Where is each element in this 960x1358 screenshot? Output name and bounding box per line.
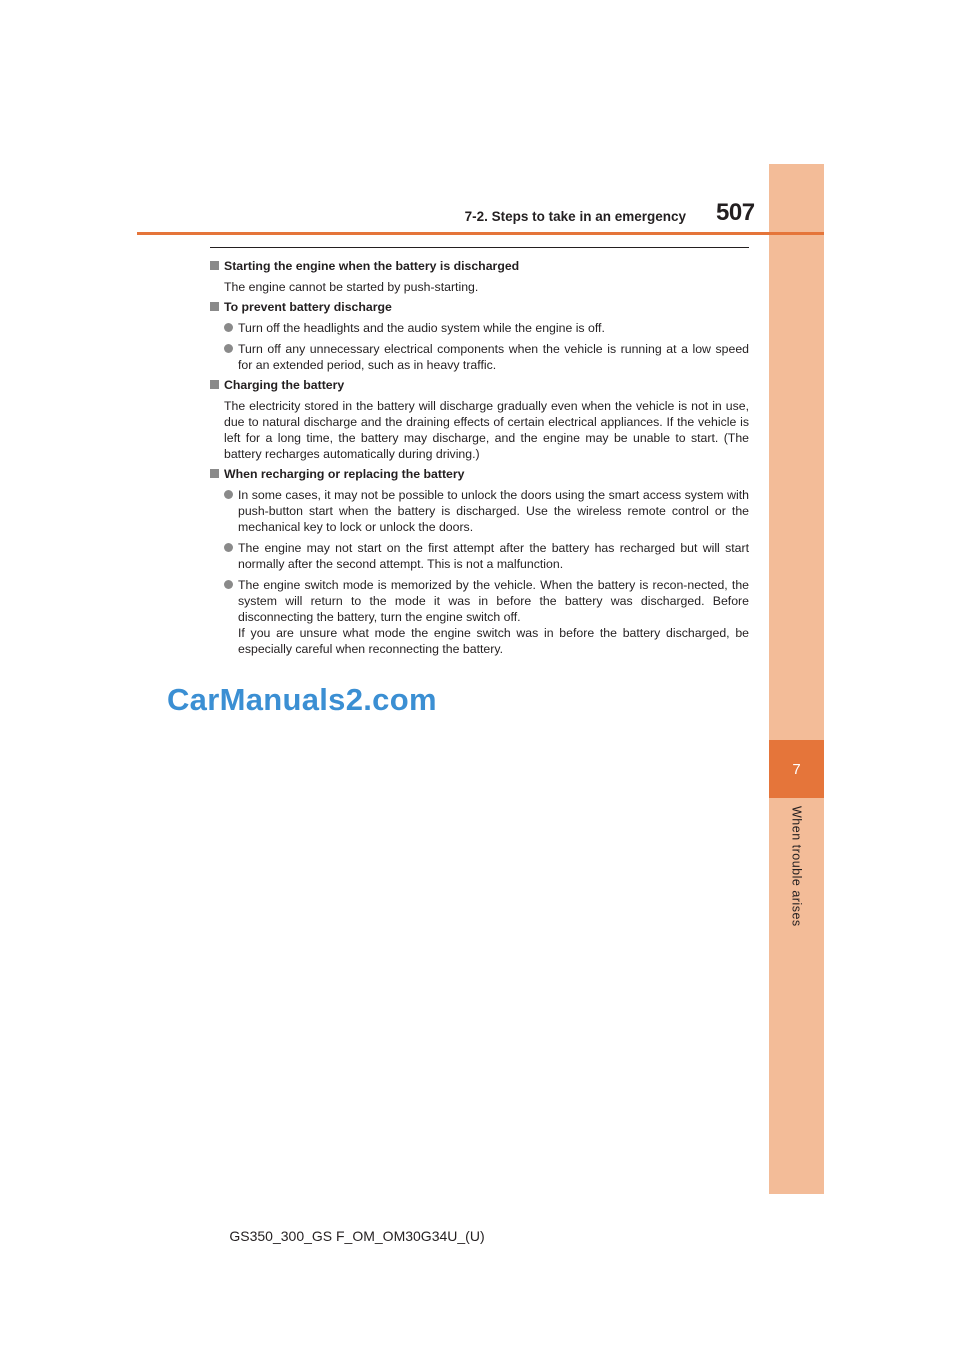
- page-number: 507: [716, 199, 755, 226]
- bullet-item: [224, 577, 749, 657]
- content-body: [210, 258, 749, 657]
- circle-bullet-icon: [224, 490, 233, 499]
- bullet-item: [224, 341, 749, 373]
- circle-bullet-icon: [224, 344, 233, 353]
- heading-text: Charging the battery: [224, 378, 345, 392]
- section-title: 7-2. Steps to take in an emergency: [464, 209, 686, 224]
- section-heading: [210, 299, 749, 315]
- square-bullet-icon: [210, 261, 219, 270]
- bullet-text: The engine switch mode is memorized by the vehicle. When the battery is recon-nected, the system will return to the mode it was in before the battery was discharged. Before disconnecting the battery, turn the engine switch off. If you are unsure what mode the engine switch was in before the battery discharged, be especially careful when reconnecting the battery.: [238, 578, 749, 656]
- circle-bullet-icon: [224, 580, 233, 589]
- heading-text: When recharging or replacing the battery: [224, 467, 465, 481]
- bullet-text: Turn off any unnecessary electrical components when the vehicle is running at a low speed for an extended period, such as in heavy traffic.: [238, 342, 749, 372]
- bullet-item: [224, 540, 749, 572]
- paragraph: The electricity stored in the battery will discharge gradually even when the vehicle is not in use, due to natural discharge and the draining effects of certain electrical appliances. If the vehicle is left for a long time, the battery may discharge, and the engine may be unable to start. (The battery recharges automatically during driving.): [224, 399, 749, 461]
- bullet-text: The engine may not start on the first attempt after the battery has recharged but will start normally after the second attempt. This is not a malfunction.: [238, 541, 749, 571]
- heading-text: To prevent battery discharge: [224, 300, 392, 314]
- chapter-title-box: [769, 800, 824, 960]
- watermark-logo[interactable]: CarManuals2.com: [167, 682, 437, 717]
- side-tab: [769, 164, 824, 1194]
- content-top-rule: [210, 247, 749, 248]
- circle-bullet-icon: [224, 323, 233, 332]
- bullet-item: [224, 320, 749, 336]
- bullet-item: [224, 487, 749, 535]
- header-rule: [137, 232, 824, 235]
- footer-code: GS350_300_GS F_OM_OM30G34U_(U): [229, 1228, 485, 1244]
- chapter-number: 7: [792, 760, 801, 778]
- heading-text: Starting the engine when the battery is discharged: [224, 259, 520, 273]
- section-heading: [210, 466, 749, 482]
- square-bullet-icon: [210, 302, 219, 311]
- chapter-title: When trouble arises: [789, 806, 804, 927]
- chapter-number-box: [769, 740, 824, 798]
- bullet-text: In some cases, it may not be possible to unlock the doors using the smart access system with push-button start when the battery is discharged. Use the wireless remote control or the mechanical key to lock or unlock the doors.: [238, 488, 749, 534]
- circle-bullet-icon: [224, 543, 233, 552]
- paragraph: The engine cannot be started by push-starting.: [224, 280, 479, 294]
- section-heading: [210, 258, 749, 274]
- square-bullet-icon: [210, 380, 219, 389]
- footer: [0, 1228, 960, 1244]
- square-bullet-icon: [210, 469, 219, 478]
- bullet-text: Turn off the headlights and the audio system while the engine is off.: [238, 321, 605, 335]
- section-heading: [210, 377, 749, 393]
